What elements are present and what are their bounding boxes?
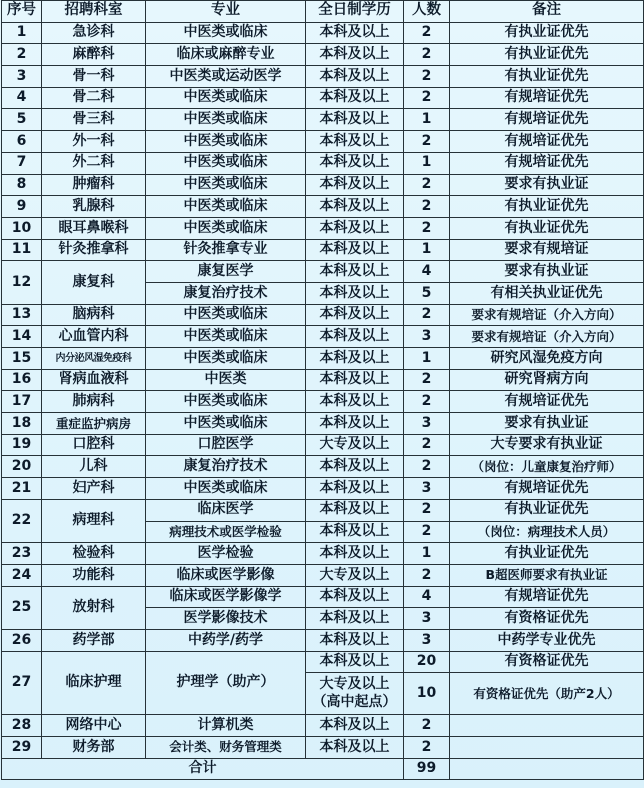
cell-education: 本科及以上	[306, 369, 404, 391]
cell-major: 计算机类	[146, 715, 306, 737]
cell-note: 有执业证优先	[450, 543, 644, 565]
cell-dept: 功能科	[42, 564, 146, 586]
table-row	[2, 174, 644, 196]
cell-education: 本科及以上	[306, 66, 404, 88]
table-row	[2, 109, 644, 131]
header-education: 全日制学历	[306, 1, 404, 23]
cell-dept: 心血管内科	[42, 326, 146, 348]
cell-note: 研究风湿免疫方向	[450, 348, 644, 370]
cell-education: 本科及以上	[306, 737, 404, 759]
cell-dept: 眼耳鼻喉科	[42, 217, 146, 239]
cell-no: 22	[2, 499, 42, 542]
cell-note: （岗位：儿童康复治疗师）	[450, 456, 644, 478]
cell-no: 28	[2, 715, 42, 737]
cell-count: 2	[404, 217, 450, 239]
cell-count: 1	[404, 152, 450, 174]
cell-note: 有资格证优先	[450, 651, 644, 673]
cell-no: 5	[2, 109, 42, 131]
cell-note	[450, 737, 644, 759]
cell-note: 有执业证优先	[450, 22, 644, 44]
total-row	[2, 758, 644, 780]
cell-dept: 临床护理	[42, 651, 146, 715]
table-row	[2, 737, 644, 759]
table-row	[2, 87, 644, 109]
cell-count: 2	[404, 715, 450, 737]
cell-major: 中医类或临床	[146, 131, 306, 153]
cell-education: 本科及以上	[306, 304, 404, 326]
education-line-2: （高中起点）	[312, 693, 397, 710]
cell-no: 19	[2, 434, 42, 456]
cell-no: 13	[2, 304, 42, 326]
cell-dept: 网络中心	[42, 715, 146, 737]
cell-education: 本科及以上	[306, 87, 404, 109]
header-no: 序号	[2, 1, 42, 23]
cell-education: 本科及以上	[306, 109, 404, 131]
cell-major: 临床医学	[146, 499, 306, 521]
cell-education: 本科及以上	[306, 22, 404, 44]
cell-no: 25	[2, 586, 42, 629]
cell-major: 中医类或临床	[146, 217, 306, 239]
cell-education: 本科及以上	[306, 326, 404, 348]
cell-no: 17	[2, 391, 42, 413]
cell-count: 3	[404, 608, 450, 630]
table-row	[2, 348, 644, 370]
cell-note: 有执业证优先	[450, 499, 644, 521]
cell-dept: 针灸推拿科	[42, 239, 146, 261]
cell-no: 10	[2, 217, 42, 239]
cell-count: 2	[404, 434, 450, 456]
cell-note: 有执业证优先	[450, 217, 644, 239]
cell-dept: 口腔科	[42, 434, 146, 456]
cell-major: 中医类或临床	[146, 326, 306, 348]
table-row	[2, 499, 644, 521]
cell-dept: 骨一科	[42, 66, 146, 88]
table-row	[2, 196, 644, 218]
table-row	[2, 217, 644, 239]
cell-education: 本科及以上	[306, 543, 404, 565]
cell-no: 26	[2, 629, 42, 651]
cell-dept: 外二科	[42, 152, 146, 174]
table-row	[2, 478, 644, 500]
cell-no: 12	[2, 261, 42, 304]
cell-count: 2	[404, 196, 450, 218]
cell-count: 5	[404, 282, 450, 304]
education-line-1: 大专及以上	[319, 676, 390, 693]
cell-count: 1	[404, 109, 450, 131]
table-row	[2, 543, 644, 565]
cell-count: 10	[404, 673, 450, 715]
total-count: 99	[404, 758, 450, 780]
cell-major: 中医类或临床	[146, 87, 306, 109]
cell-education: 本科及以上	[306, 391, 404, 413]
cell-major: 中医类或临床	[146, 22, 306, 44]
table-row	[2, 586, 644, 608]
cell-education: 本科及以上	[306, 131, 404, 153]
cell-education: 本科及以上	[306, 456, 404, 478]
table-row	[2, 391, 644, 413]
cell-education: 本科及以上	[306, 217, 404, 239]
cell-dept: 检验科	[42, 543, 146, 565]
cell-dept: 肺病科	[42, 391, 146, 413]
cell-major: 中医类或临床	[146, 174, 306, 196]
cell-education: 本科及以上	[306, 196, 404, 218]
table-row	[2, 261, 644, 283]
total-note	[450, 758, 644, 780]
table-row	[2, 629, 644, 651]
total-label: 合计	[2, 758, 404, 780]
cell-major: 中医类或临床	[146, 348, 306, 370]
cell-major: 护理学（助产）	[146, 651, 306, 715]
cell-count: 2	[404, 304, 450, 326]
cell-no: 2	[2, 44, 42, 66]
cell-education	[306, 673, 404, 715]
cell-note: 中药学专业优先	[450, 629, 644, 651]
cell-no: 27	[2, 651, 42, 715]
cell-dept: 重症监护病房	[42, 413, 146, 435]
cell-count: 20	[404, 651, 450, 673]
cell-dept: 麻醉科	[42, 44, 146, 66]
cell-note: 要求有规培证	[450, 239, 644, 261]
cell-note: 要求有规培证（介入方向）	[450, 326, 644, 348]
table-row	[2, 304, 644, 326]
cell-education: 本科及以上	[306, 651, 404, 673]
cell-dept: 放射科	[42, 586, 146, 629]
cell-no: 11	[2, 239, 42, 261]
cell-count: 3	[404, 326, 450, 348]
cell-count: 1	[404, 543, 450, 565]
cell-note: 有规培证优先	[450, 478, 644, 500]
cell-no: 8	[2, 174, 42, 196]
cell-major: 医学检验	[146, 543, 306, 565]
table-row	[2, 44, 644, 66]
cell-note: 有规培证优先	[450, 152, 644, 174]
cell-major: 康复医学	[146, 261, 306, 283]
cell-education: 本科及以上	[306, 521, 404, 543]
cell-major: 中医类或运动医学	[146, 66, 306, 88]
table-row	[2, 434, 644, 456]
cell-no: 24	[2, 564, 42, 586]
cell-note: 有规培证优先	[450, 131, 644, 153]
cell-no: 4	[2, 87, 42, 109]
cell-major: 中医类或临床	[146, 109, 306, 131]
cell-education: 大专及以上	[306, 564, 404, 586]
cell-note: B超医师要求有执业证	[450, 564, 644, 586]
cell-note: 要求有规培证（介入方向）	[450, 304, 644, 326]
cell-dept: 病理科	[42, 499, 146, 542]
cell-note: 要求有执业证	[450, 261, 644, 283]
cell-education: 本科及以上	[306, 261, 404, 283]
table-row	[2, 152, 644, 174]
header-dept: 招聘科室	[42, 1, 146, 23]
header-major: 专业	[146, 1, 306, 23]
cell-education: 本科及以上	[306, 348, 404, 370]
table-row	[2, 369, 644, 391]
cell-education: 本科及以上	[306, 152, 404, 174]
cell-dept: 儿科	[42, 456, 146, 478]
cell-education: 本科及以上	[306, 608, 404, 630]
cell-education: 本科及以上	[306, 629, 404, 651]
cell-major: 医学影像技术	[146, 608, 306, 630]
cell-note: 要求有执业证	[450, 174, 644, 196]
cell-major: 临床或医学影像学	[146, 586, 306, 608]
table-row	[2, 456, 644, 478]
cell-count: 2	[404, 22, 450, 44]
cell-dept: 骨三科	[42, 109, 146, 131]
table-row	[2, 239, 644, 261]
header-note: 备注	[450, 1, 644, 23]
cell-count: 2	[404, 131, 450, 153]
cell-count: 2	[404, 456, 450, 478]
cell-major: 中医类或临床	[146, 152, 306, 174]
cell-major: 中医类或临床	[146, 478, 306, 500]
cell-count: 3	[404, 629, 450, 651]
cell-major: 病理技术或医学检验	[146, 521, 306, 543]
cell-no: 3	[2, 66, 42, 88]
cell-education: 本科及以上	[306, 174, 404, 196]
cell-major: 针灸推拿专业	[146, 239, 306, 261]
table-row	[2, 564, 644, 586]
cell-dept: 乳腺科	[42, 196, 146, 218]
cell-major: 临床或医学影像	[146, 564, 306, 586]
cell-dept: 脑病科	[42, 304, 146, 326]
table-row	[2, 131, 644, 153]
cell-note: 要求有执业证	[450, 413, 644, 435]
cell-major: 中医类或临床	[146, 304, 306, 326]
cell-note: 有规培证优先	[450, 109, 644, 131]
cell-count: 2	[404, 499, 450, 521]
cell-dept: 药学部	[42, 629, 146, 651]
cell-count: 2	[404, 391, 450, 413]
cell-no: 23	[2, 543, 42, 565]
cell-no: 6	[2, 131, 42, 153]
cell-no: 14	[2, 326, 42, 348]
table-row	[2, 413, 644, 435]
cell-note: 有资格证优先	[450, 608, 644, 630]
table-row	[2, 22, 644, 44]
cell-major: 中医类或临床	[146, 196, 306, 218]
cell-dept: 康复科	[42, 261, 146, 304]
table-row	[2, 715, 644, 737]
cell-education: 本科及以上	[306, 44, 404, 66]
cell-count: 2	[404, 521, 450, 543]
cell-dept: 肿瘤科	[42, 174, 146, 196]
table-row	[2, 326, 644, 348]
cell-note: 研究肾病方向	[450, 369, 644, 391]
cell-no: 21	[2, 478, 42, 500]
cell-no: 15	[2, 348, 42, 370]
cell-dept: 外一科	[42, 131, 146, 153]
table-row	[2, 66, 644, 88]
cell-education: 本科及以上	[306, 282, 404, 304]
cell-count: 3	[404, 413, 450, 435]
cell-major: 会计类、财务管理类	[146, 737, 306, 759]
cell-education: 本科及以上	[306, 499, 404, 521]
cell-note: 大专要求有执业证	[450, 434, 644, 456]
table-row	[2, 651, 644, 673]
cell-count: 4	[404, 586, 450, 608]
cell-count: 2	[404, 66, 450, 88]
cell-no: 7	[2, 152, 42, 174]
header-count: 人数	[404, 1, 450, 23]
cell-major: 中医类或临床	[146, 391, 306, 413]
cell-note: 有执业证优先	[450, 44, 644, 66]
cell-dept: 内分泌风湿免疫科	[42, 348, 146, 370]
cell-dept: 骨二科	[42, 87, 146, 109]
cell-count: 1	[404, 348, 450, 370]
cell-education: 本科及以上	[306, 715, 404, 737]
cell-education: 本科及以上	[306, 413, 404, 435]
recruitment-table	[1, 0, 644, 780]
cell-note: 有相关执业证优先	[450, 282, 644, 304]
cell-education: 大专及以上	[306, 434, 404, 456]
cell-dept: 急诊科	[42, 22, 146, 44]
cell-dept: 财务部	[42, 737, 146, 759]
cell-count: 4	[404, 261, 450, 283]
cell-major: 中药学/药学	[146, 629, 306, 651]
cell-count: 1	[404, 239, 450, 261]
cell-note: 有执业证优先	[450, 66, 644, 88]
cell-major: 康复治疗技术	[146, 456, 306, 478]
cell-major: 临床或麻醉专业	[146, 44, 306, 66]
cell-dept: 肾病血液科	[42, 369, 146, 391]
cell-count: 2	[404, 174, 450, 196]
cell-major: 中医类	[146, 369, 306, 391]
cell-education: 本科及以上	[306, 478, 404, 500]
cell-count: 2	[404, 44, 450, 66]
cell-dept: 妇产科	[42, 478, 146, 500]
cell-no: 20	[2, 456, 42, 478]
cell-count: 2	[404, 87, 450, 109]
cell-no: 1	[2, 22, 42, 44]
cell-note: 有执业证优先	[450, 196, 644, 218]
cell-count: 2	[404, 369, 450, 391]
cell-no: 9	[2, 196, 42, 218]
cell-no: 18	[2, 413, 42, 435]
header-row	[2, 1, 644, 23]
cell-note: 有资格证优先（助产2人）	[450, 673, 644, 715]
cell-note: （岗位：病理技术人员）	[450, 521, 644, 543]
cell-education: 本科及以上	[306, 586, 404, 608]
cell-major: 口腔医学	[146, 434, 306, 456]
cell-note	[450, 715, 644, 737]
cell-no: 16	[2, 369, 42, 391]
cell-major: 康复治疗技术	[146, 282, 306, 304]
cell-major: 中医类或临床	[146, 413, 306, 435]
cell-note: 有规培证优先	[450, 586, 644, 608]
cell-note: 有规培证优先	[450, 87, 644, 109]
cell-no: 29	[2, 737, 42, 759]
cell-note: 有规培证优先	[450, 391, 644, 413]
cell-count: 2	[404, 564, 450, 586]
cell-count: 3	[404, 478, 450, 500]
cell-count: 2	[404, 737, 450, 759]
cell-education: 本科及以上	[306, 239, 404, 261]
